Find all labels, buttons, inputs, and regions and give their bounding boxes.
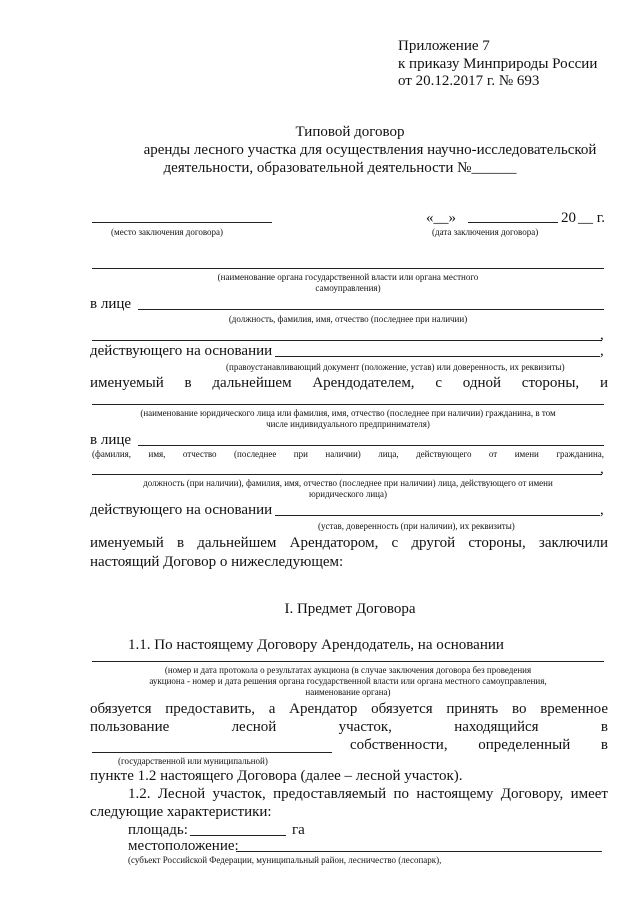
document-subtitle-1: аренды лесного участка для осуществления научно-исследовательской: [143, 142, 597, 158]
date-blank[interactable]: [468, 222, 558, 223]
ownership-blank[interactable]: [92, 752, 332, 753]
basis1-label: действующего на основании: [90, 343, 273, 359]
clause-1-1: 1.1. По настоящему Договору Арендодатель, на основании: [128, 637, 504, 653]
clause-1-2-line-1: 1.2. Лесной участок, предоставляемый по настоящему Договору, имеет: [128, 786, 608, 802]
lessee-caption-1: (наименование юридического лица или фамилия, имя, отчество (последнее при наличии) гражданина, в том: [140, 408, 556, 418]
location-label: местоположение:: [128, 838, 239, 854]
rep2-caption-2: должность (при наличии), фамилия, имя, отчество (последнее при наличии) лица, действующего от имени: [143, 478, 553, 488]
lessee-line-2: настоящий Договор о нижеследующем:: [90, 554, 344, 570]
lessee-caption-2: числе индивидуального предпринимателя): [266, 419, 430, 429]
rep1-label: в лице: [90, 296, 132, 312]
place-blank[interactable]: [92, 222, 272, 223]
location-blank[interactable]: [236, 851, 602, 852]
order-reference: к приказу Минприроды России: [398, 56, 598, 72]
obligation-line-2: пользование лесной участок, находящийся в: [90, 719, 608, 735]
order-date: от 20.12.2017 г. № 693: [398, 73, 540, 89]
section-heading: I. Предмет Договора: [284, 601, 416, 617]
obligation-line-1: обязуется предоставить, а Арендатор обязуется принять во временное: [90, 701, 608, 717]
date-year-prefix: 20: [561, 210, 576, 226]
basis1-caption: (правоустанавливающий документ (положение, устав) или доверенность, их реквизиты): [226, 362, 565, 372]
document-title: Типовой договор: [295, 124, 405, 140]
organ-caption-2: самоуправления): [315, 283, 381, 293]
rep1-comma: ,: [600, 327, 604, 343]
date-day: «__»: [426, 210, 456, 226]
obligation-line-4: пункте 1.2 настоящего Договора (далее – лесной участок).: [90, 768, 463, 784]
rep2-blank-2[interactable]: [92, 474, 602, 475]
organ-caption-1: (наименование органа государственной власти или органа местного: [217, 272, 479, 282]
rep2-label: в лице: [90, 432, 132, 448]
basis2-label: действующего на основании: [90, 502, 273, 518]
place-caption: (место заключения договора): [111, 227, 224, 237]
basis1-comma: ,: [600, 343, 604, 359]
date-caption: (дата заключения договора): [432, 227, 539, 237]
date-year-suffix: __ г.: [578, 210, 605, 226]
basis1-blank[interactable]: [275, 356, 600, 357]
appendix-number: Приложение 7: [398, 38, 490, 54]
rep2-blank[interactable]: [138, 445, 604, 446]
rep2-caption-1: (фамилия, имя, отчество (последнее при наличии) лица, действующего от имени гражданина,: [92, 449, 604, 459]
document-subtitle-2: деятельности, образовательной деятельности №______: [163, 160, 517, 176]
clause-1-2-line-2: следующие характеристики:: [90, 804, 272, 820]
area-label: площадь:: [128, 822, 188, 838]
clause-1-1-blank[interactable]: [92, 661, 604, 662]
area-unit: га: [292, 822, 305, 838]
basis2-comma: ,: [600, 502, 604, 518]
location-caption: (субъект Российской Федерации, муниципальный район, лесничество (лесопарк),: [128, 855, 442, 865]
basis2-caption: (устав, доверенность (при наличии), их реквизиты): [318, 521, 515, 531]
rep1-blank-2[interactable]: [92, 340, 602, 341]
lessee-line-1: именуемый в дальнейшем Арендатором, с другой стороны, заключили: [90, 535, 608, 551]
organ-blank[interactable]: [92, 268, 604, 269]
lessor-line: именуемый в дальнейшем Арендодателем, с одной стороны, и: [90, 375, 608, 391]
area-blank[interactable]: [190, 835, 286, 836]
obligation-line-3: собственности, определенный в: [350, 737, 608, 753]
basis2-blank[interactable]: [275, 515, 600, 516]
ownership-caption: (государственной или муниципальной): [118, 756, 268, 766]
clause-1-1-caption-2: аукциона - номер и дата решения органа государственной власти или органа местного самоуправления,: [149, 676, 547, 686]
rep1-caption: (должность, фамилия, имя, отчество (последнее при наличии): [228, 314, 468, 324]
rep2-caption-3: юридического лица): [309, 489, 387, 499]
lessee-blank[interactable]: [92, 404, 604, 405]
clause-1-1-caption-3: наименование органа): [305, 687, 391, 697]
rep2-comma: ,: [600, 461, 604, 477]
clause-1-1-caption-1: (номер и дата протокола о результатах аукциона (в случае заключения договора без проведения: [164, 665, 532, 675]
rep1-blank[interactable]: [138, 309, 604, 310]
